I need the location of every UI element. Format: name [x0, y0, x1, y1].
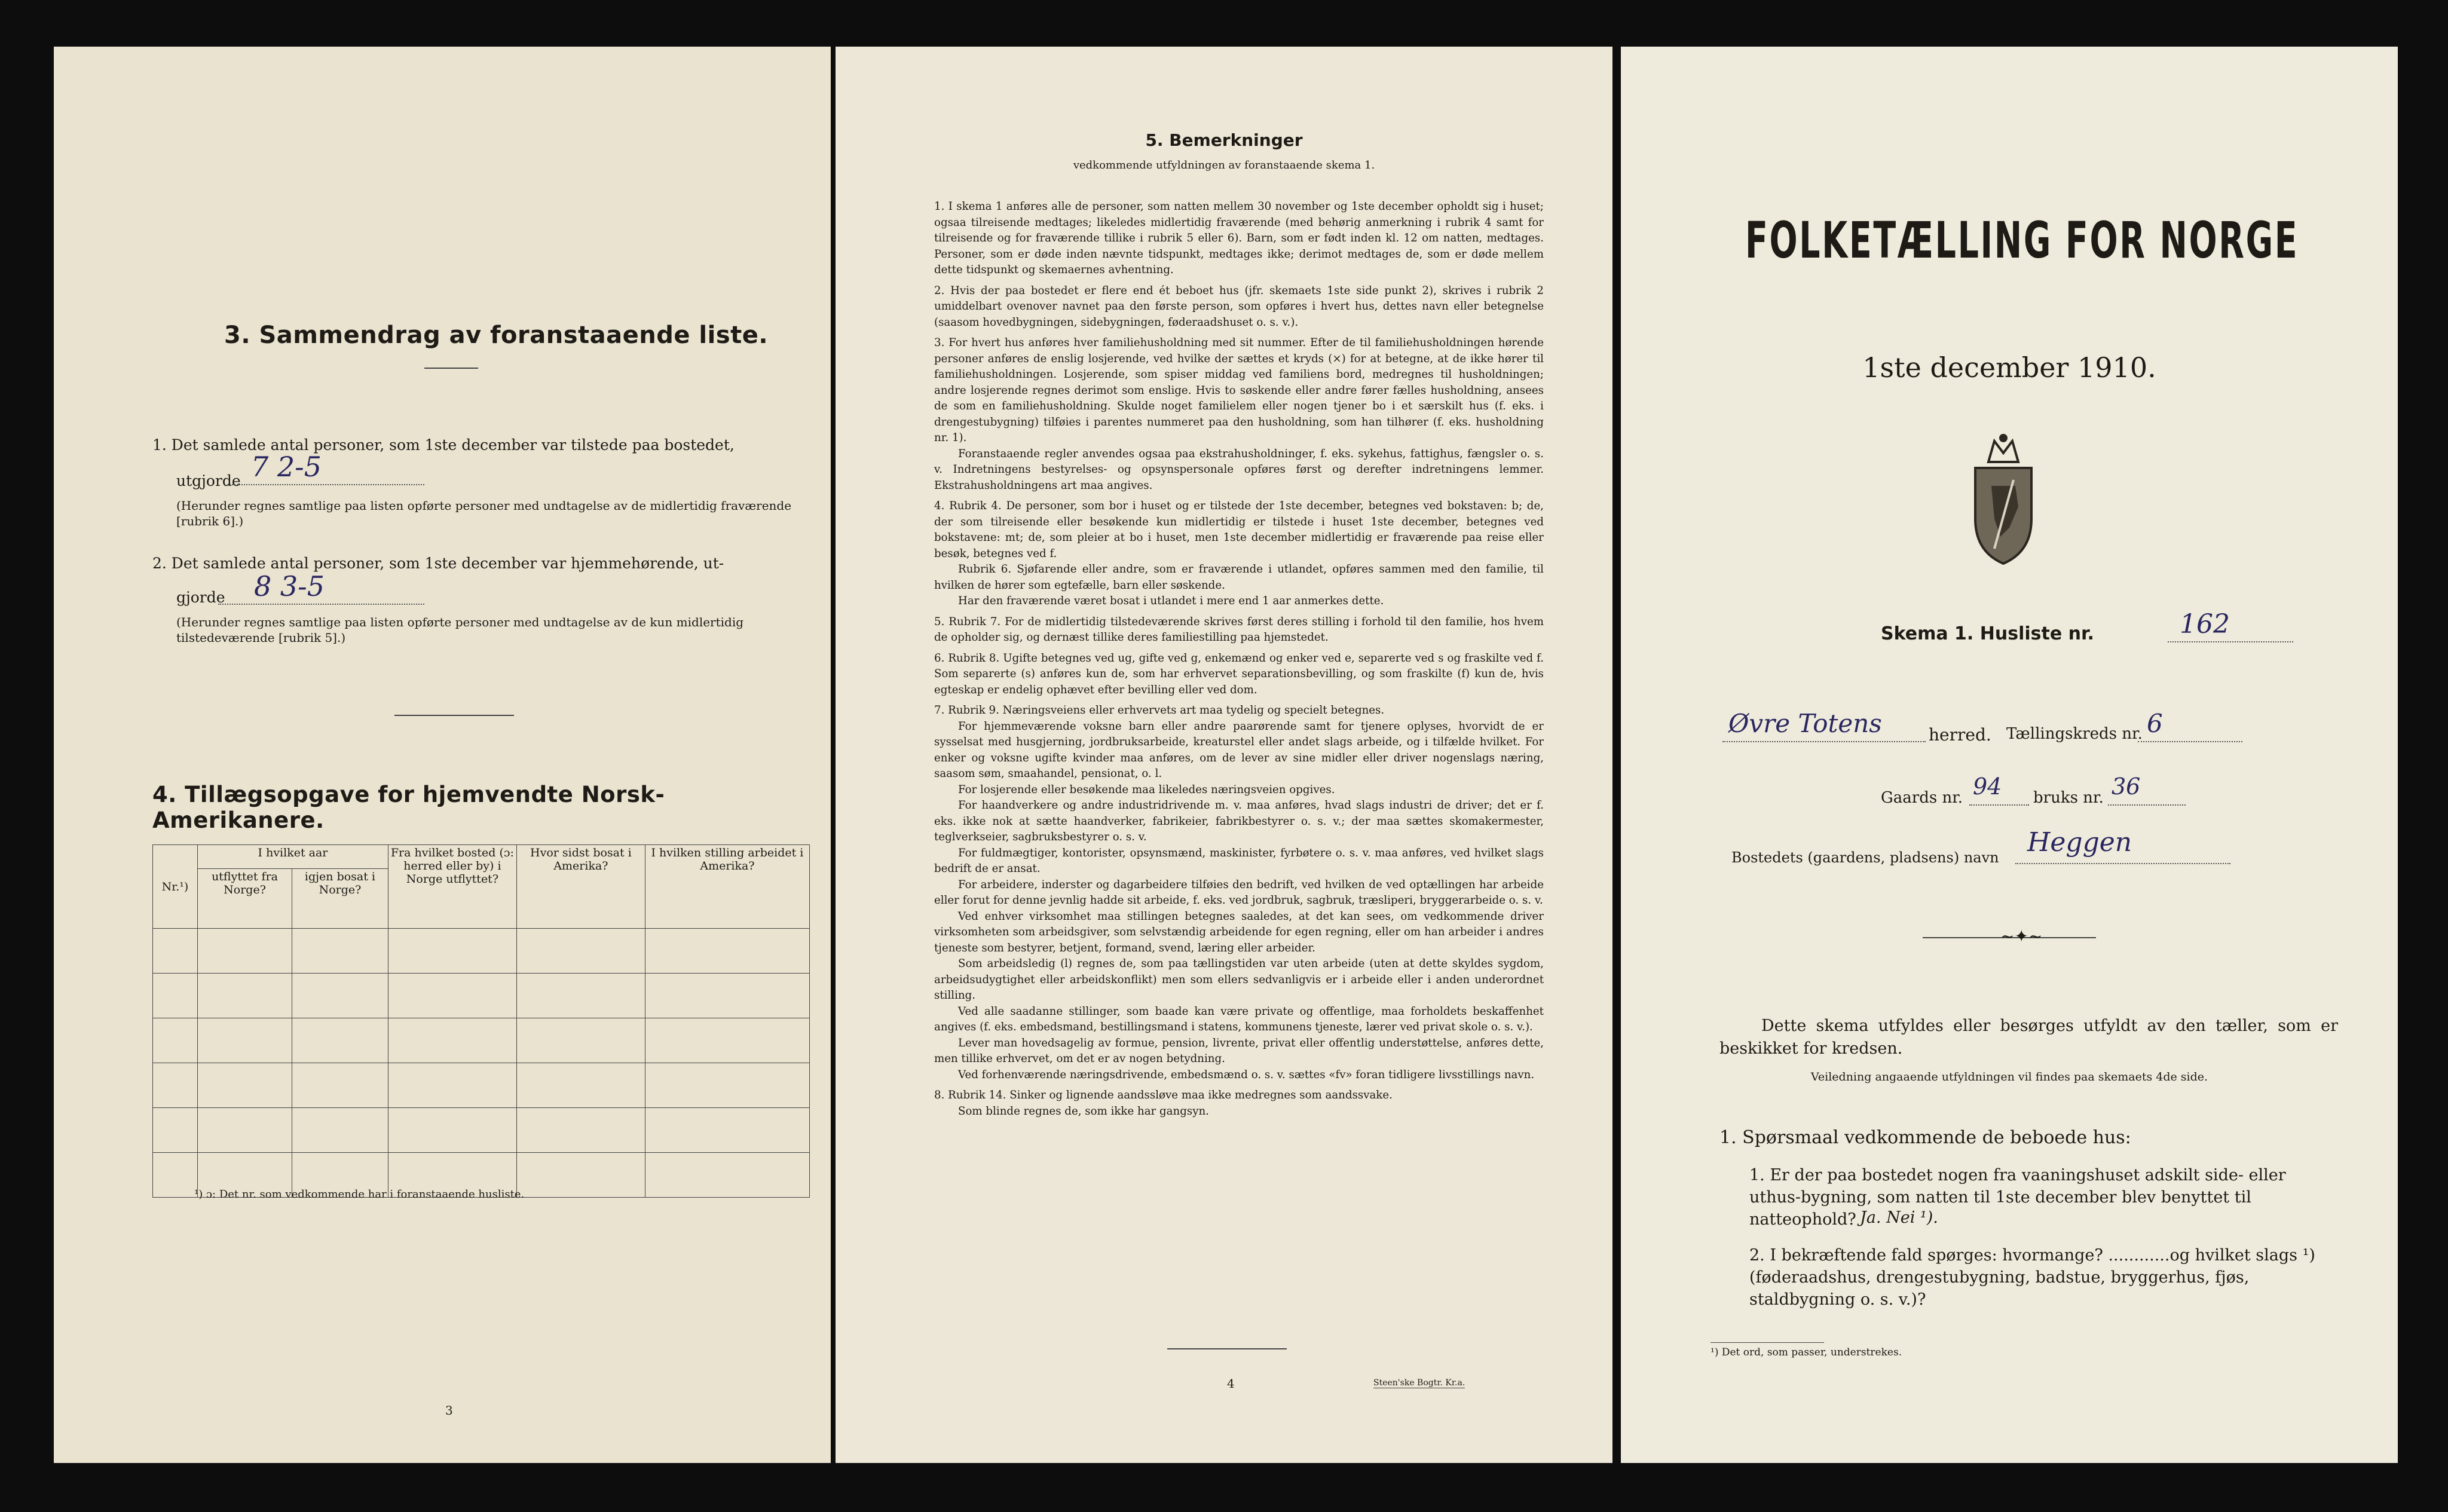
paragraph: 1. I skema 1 anføres alle de personer, som natten mellem 30 november og 1ste december opholdt sig i huset; ogsaa tilreisende medtages; likeledes midlertidig fraværende (med behørig anmerkning i rubrik 4 samt for tilreisende og for fraværende tillike i rubrik 5 eller 6). Barn, som er født inden kl. 12 om natten, medtages. Personer, som er døde inden nævnte tidspunkt, medtages ikke; derimot medtages de, som er døde mellem dette tidspunkt og skemaernes avhentning.	[934, 200, 1544, 276]
paragraph: 5. Rubrik 7. For de midlertidig tilstedeværende skrives først deres stilling i forhold til den familie, hos hvem de opholder sig, og dernæst tillike deres familiestilling paa hjemstedet.	[934, 615, 1544, 644]
item-2-note: (Herunder regnes samtlige paa listen opførte personer med undtagelse av de kun midlertidig tilstedeværende [rubrik 5].)	[176, 615, 744, 645]
paragraph: For hjemmeværende voksne barn eller andre paarørende samt for tjenere oplyses, hvorvidt de er sysselsat med husgjerning, jordbruksarbeide, kreaturstel eller andet slags arbeide, og i tilfælde hvilket. For enker og voksne ugifte kvinder maa anføres, om de lever av sine midler eller driver nogenslags næring, saasom søm, smaahandel, pensionat, o. l.	[934, 720, 1544, 780]
page-3-summary	[54, 47, 831, 1463]
gaards-value: 94	[1973, 773, 2002, 800]
divider	[1167, 1348, 1287, 1349]
bemerkninger-title: 5. Bemerkninger	[1145, 130, 1303, 150]
col-igjen-bosat: igjen bosat i Norge?	[292, 869, 388, 929]
question-2: 2. I bekræftende fald spørges: hvormange? ............og hvilket slags ¹) (føderaadshus, drengestubygning, badstue, bryggerhus, fjøs, staldbygning o. s. v.)?	[1749, 1246, 2315, 1309]
col-hvor-sidst: Hvor sidst bosat i Amerika?	[516, 845, 645, 929]
question-1: 1. Er der paa bostedet nogen fra vaaningshuset adskilt side- eller uthus-bygning, som natten til 1ste december blev benyttet til natteophold?	[1749, 1166, 2286, 1229]
husliste-nr-field	[2168, 609, 2293, 642]
question-heading: 1. Spørsmaal vedkommende de beboede hus:	[1719, 1127, 2131, 1148]
page-number: 3	[445, 1403, 453, 1418]
skema-label: Skema 1. Husliste nr.	[1881, 623, 2094, 644]
table-row	[153, 974, 810, 1018]
intro-text: Dette skema utfyldes eller besørges utfyldt av den tæller, som er beskikket for kredsen.	[1719, 1017, 2338, 1058]
item-1-value: 7 2-5	[251, 451, 322, 483]
bruks-value: 36	[2112, 773, 2141, 800]
bemerkninger-text	[934, 199, 1544, 1119]
divider	[424, 368, 478, 369]
page-1-cover	[1621, 47, 2398, 1463]
divider	[394, 715, 514, 716]
col-nr: Nr.¹)	[153, 845, 198, 929]
paragraph: For arbeidere, inderster og dagarbeidere tilføies den bedrift, ved hvilken de ved optællingen har arbeide eller forut for denne jevnlig hadde sit arbeide, f. eks. ved jordbruk, sagbruk, træsliperi, bryggerarbeide o. s. v.	[934, 878, 1544, 907]
bruks-field	[2108, 773, 2186, 806]
footnote: ¹) Det ord, som passer, understrekes.	[1710, 1346, 1902, 1358]
section-4-title: 4. Tillægsopgave for hjemvendte Norsk-Amerikanere.	[152, 782, 665, 833]
ornament-icon: ~✦~	[2000, 926, 2043, 946]
herred-value: Øvre Totens	[1728, 709, 1882, 738]
husliste-nr-value: 162	[2180, 609, 2230, 639]
paragraph: 7. Rubrik 9. Næringsveiens eller erhvervets art maa tydelig og specielt betegnes.	[934, 704, 1385, 717]
bosted-value: Heggen	[2027, 827, 2132, 858]
item-2-field	[218, 570, 424, 605]
gaards-field	[1969, 773, 2029, 806]
paragraph: Ved enhver virksomhet maa stillingen betegnes saaledes, at det kan sees, om vedkommende driver virksomheten som arbeidsgiver, som selvstændig arbeidende for egen regning, eller om han arbeider i andres tjeneste som bestyrer, betjent, formand, svend, læring eller arbeider.	[934, 910, 1544, 954]
divider	[1710, 1342, 1824, 1343]
page-4-bemerkninger	[836, 47, 1612, 1463]
footnote: ¹) ɔ: Det nr. som vedkommende har i foranstaaende husliste.	[194, 1188, 525, 1201]
herred-field	[1722, 709, 1926, 742]
veiledning-text: Veiledning angaaende utfyldningen vil findes paa skemaets 4de side.	[1810, 1070, 2208, 1084]
item-2-text: 2. Det samlede antal personer, som 1ste december var hjemmehørende, ut-	[152, 555, 724, 572]
census-date: 1ste december 1910.	[1862, 351, 2156, 384]
tellingskreds-value: 6	[2147, 709, 2163, 738]
item-1-note: (Herunder regnes samtlige paa listen opførte personer med undtagelse av de midlertidig fraværende [rubrik 6].)	[176, 498, 792, 528]
col-utflyttet: utflyttet fra Norge?	[198, 869, 292, 929]
paragraph: 6. Rubrik 8. Ugifte betegnes ved ug, gifte ved g, enkemænd og enker ved e, separerte ved s og fraskilte ved f. Som separerte (s) anføres kun de, som har erhvervet separationsbevilling, og som fraskilte (f) kun de, hvis egteskap er endelig ophævet efter bevilling eller ved dom.	[934, 651, 1544, 696]
norsk-amerikanere-table	[152, 844, 810, 1198]
paragraph: 8. Rubrik 14. Sinker og lignende aandssløve maa ikke medregnes som aandssvake.	[934, 1089, 1393, 1101]
tellingskreds-label: Tællingskreds nr.	[2006, 725, 2143, 743]
section-3-title: 3. Sammendrag av foranstaaende liste.	[224, 322, 769, 349]
table-row	[153, 1018, 810, 1063]
paragraph: Ved forhenværende næringsdrivende, embedsmænd o. s. v. sættes «fv» foran tidligere livsstillings navn.	[958, 1068, 1535, 1081]
herred-label: herred.	[1929, 725, 1991, 745]
page-number: 4	[1227, 1376, 1235, 1391]
paragraph: 2. Hvis der paa bostedet er flere end ét beboet hus (jfr. skemaets 1ste side punkt 2), skrives i rubrik 2 umiddelbart ovenover navnet paa den første person, som opføres i hvert hus, dettes navn eller betegnelse (saasom hovedbygningen, sidebygningen, føderaadshuset o. s. v.).	[934, 284, 1544, 329]
form-title: FOLKETÆLLING FOR NORGE	[1745, 211, 2299, 270]
printer-mark: Steen'ske Bogtr. Kr.a.	[1373, 1378, 1465, 1388]
paragraph: Lever man hovedsagelig av formue, pension, livrente, privat eller offentlig understøttelse, anføres dette, men tillike erhvervet, om det er av nogen betydning.	[934, 1036, 1544, 1065]
col-fra-hvilket-bosted: Fra hvilket bosted (ɔ: herred eller by) i Norge utflyttet?	[388, 845, 516, 929]
paragraph: Som blinde regnes de, som ikke har gangsyn.	[958, 1104, 1209, 1118]
item-1-utgjorde: utgjorde	[176, 472, 241, 489]
paragraph: 3. For hvert hus anføres hver familiehusholdning med sit nummer. Efter de til familiehusholdningen hørende personer anføres de enslig losjerende, ved hvilke der sættes et kryds (×) for at betegne, at de ikke hører til familiehusholdningen. Losjerende, som spiser middag ved familiens bord, medregnes til husholdningen; andre losjerende regnes derimot som enslige. Hvis to søskende eller andre fører fælles husholdning, ansees de som en familiehusholdning. Skulde noget familielem eller nogen tjener bo i et særskilt hus (f. eks. i drengestubygning) tilføies i parentes nummeret paa den husholdning, som han tilhører (f. eks. husholdning nr. 1).	[934, 336, 1544, 444]
bemerkninger-subtitle: vedkommende utfyldningen av foranstaaende skema 1.	[1073, 159, 1375, 172]
paragraph: For fuldmægtiger, kontorister, opsynsmænd, maskinister, fyrbøtere o. s. v. maa anføres, ved hvilket slags bedrift de er ansat.	[934, 846, 1544, 875]
table-row	[153, 1063, 810, 1108]
tellingskreds-field	[2138, 709, 2242, 742]
paragraph: For haandverkere og andre industridrivende m. v. maa anføres, hvad slags industri de driver; det er f. eks. ikke nok at sætte haandverker, fabrikeier, fabrikbestyrer o. s. v.; der maa sættes skomakermester, teglverkseier, sagbruksbestyrer o. s. v.	[934, 799, 1544, 843]
paragraph: For losjerende eller besøkende maa likeledes næringsveien opgives.	[958, 783, 1335, 796]
col-i-hvilket-aar: I hvilket aar	[198, 845, 388, 869]
item-2-value: 8 3-5	[254, 570, 325, 602]
item-2-utgjorde: gjorde	[176, 589, 225, 606]
question-1-answer: Ja. Nei ¹).	[1860, 1208, 1942, 1227]
paragraph: Foranstaaende regler anvendes ogsaa paa ekstrahusholdninger, f. eks. sykehus, fattighus, fængsler o. s. v. Indretningens bestyrelses- og opsynspersonale opføres først og derefter indretningens lemmer. Ekstrahusholdningens art maa angives.	[934, 447, 1544, 492]
bruks-label: bruks nr.	[2033, 789, 2104, 807]
paragraph: Rubrik 6. Sjøfarende eller andre, som er fraværende i utlandet, opføres sammen med den familie, til hvilken de hører som egtefælle, barn eller søskende.	[934, 563, 1544, 592]
item-1-field	[227, 451, 424, 485]
table-row	[153, 1108, 810, 1153]
col-stilling: I hvilken stilling arbeidet i Amerika?	[645, 845, 809, 929]
paragraph: Har den fraværende været bosat i utlandet i mere end 1 aar anmerkes dette.	[958, 595, 1384, 607]
bosted-label: Bostedets (gaardens, pladsens) navn	[1731, 849, 1999, 866]
paragraph: Som arbeidsledig (l) regnes de, som paa tællingstiden var uten arbeide (uten at dette skyldes sygdom, arbeidsudygtighet eller arbeidskonflikt) men som ellers sedvanligvis er i arbeide eller i anden underordnet stilling.	[934, 957, 1544, 1002]
item-1-text: 1. Det samlede antal personer, som 1ste december var tilstede paa bostedet,	[152, 436, 735, 454]
bosted-field	[2015, 827, 2230, 864]
norway-coat-of-arms-icon	[1959, 429, 2048, 567]
gaards-label: Gaards nr.	[1881, 789, 1963, 807]
paragraph: Ved alle saadanne stillinger, som baade kan være private og offentlige, maa forholdets beskaffenhet angives (f. eks. embedsmand, bestillingsmand i statens, kommunens tjeneste, lærer ved privat skole o. s. v.).	[934, 1005, 1544, 1033]
paragraph: 4. Rubrik 4. De personer, som bor i huset og er tilstede der 1ste december, betegnes ved bokstaven: b; de, der som tilreisende eller besøkende kun midlertidig er tilstede i huset 1ste december, betegnes ved bokstavene: mt; de, som pleier at bo i huset, men 1ste december midlertidig er fraværende paa reise eller besøk, betegnes ved f.	[934, 500, 1544, 560]
table-row	[153, 929, 810, 974]
